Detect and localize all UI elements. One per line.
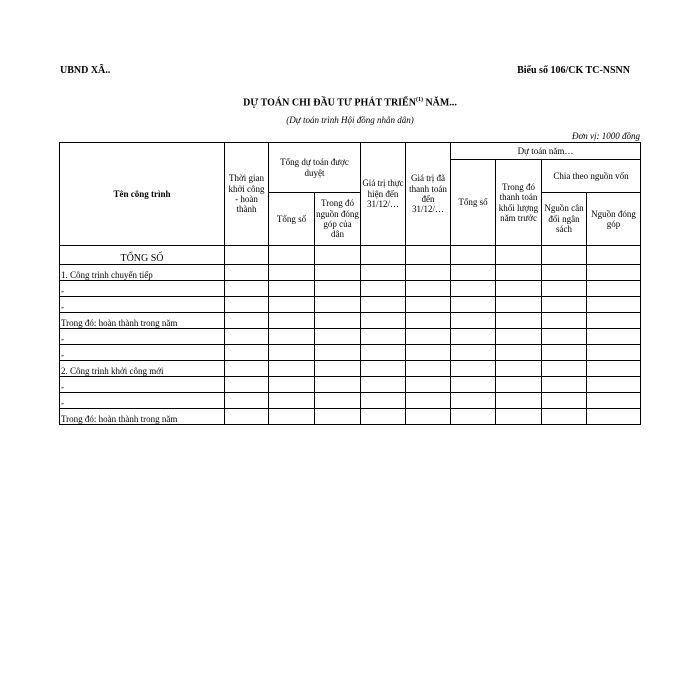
col-header-value-done: Giá trị thực hiện đến 31/12/… [361,143,406,246]
table-row [60,297,641,313]
row-label: Trong đó: hoàn thành trong năm [60,313,225,329]
col-header-by-source: Chia theo nguồn vốn [542,160,641,193]
table-row [60,265,641,281]
table-row [60,313,641,329]
table-row-total [60,246,641,265]
table-row [60,377,641,393]
table-row [60,409,641,425]
col-header-est-prev-payment: Trong đó thanh toán khối lượng năm trước [496,160,542,246]
col-header-approved-contribution: Trong đó nguồn đóng góp của dân [315,193,361,246]
document-subtitle: (Dự toán trình Hội đồng nhân dân) [286,115,414,125]
row-label: - [60,297,225,313]
table-row [60,281,641,297]
row-label: - [60,393,225,409]
row-label: - [60,377,225,393]
col-header-src-contribution: Nguồn đóng góp [587,193,641,246]
row-label: - [60,329,225,345]
col-header-value-paid: Giá trị đã thanh toán đến 31/12/… [406,143,451,246]
row-label: - [60,345,225,361]
document-title [0,97,700,108]
unit-label: Đơn vị: 1000 đồng [571,131,640,141]
row-label: 1. Công trình chuyển tiếp [60,265,225,281]
row-label: - [60,281,225,297]
title-year: NĂM... [422,97,457,109]
commune-name: UBND XÃ.. [60,65,111,76]
table-row [60,329,641,345]
row-label: Trong đó: hoàn thành trong năm [60,409,225,425]
col-header-src-budget: Nguồn cân đối ngân sách [542,193,587,246]
table-row [60,393,641,409]
budget-table [59,142,641,425]
col-header-approved-estimate: Tổng dự toán được duyệt [269,143,361,193]
col-header-approved-total: Tổng số [269,193,315,246]
col-header-time: Thời gian khởi công - hoàn thành [225,143,269,246]
title-text: DỰ TOÁN CHI ĐẦU TƯ PHÁT TRIỂN [243,97,416,109]
col-header-name: Tên công trình [60,143,225,246]
footnote-marker: (1) [415,97,423,103]
table-row [60,345,641,361]
table-row [60,361,641,377]
col-header-estimate-year: Dự toán năm… [451,143,641,160]
row-label: TỔNG SỐ [60,246,225,265]
row-label: 2. Công trình khởi công mới [60,361,225,377]
col-header-est-total: Tổng số [451,160,496,246]
form-number: Biểu số 106/CK TC-NSNN [517,65,630,76]
